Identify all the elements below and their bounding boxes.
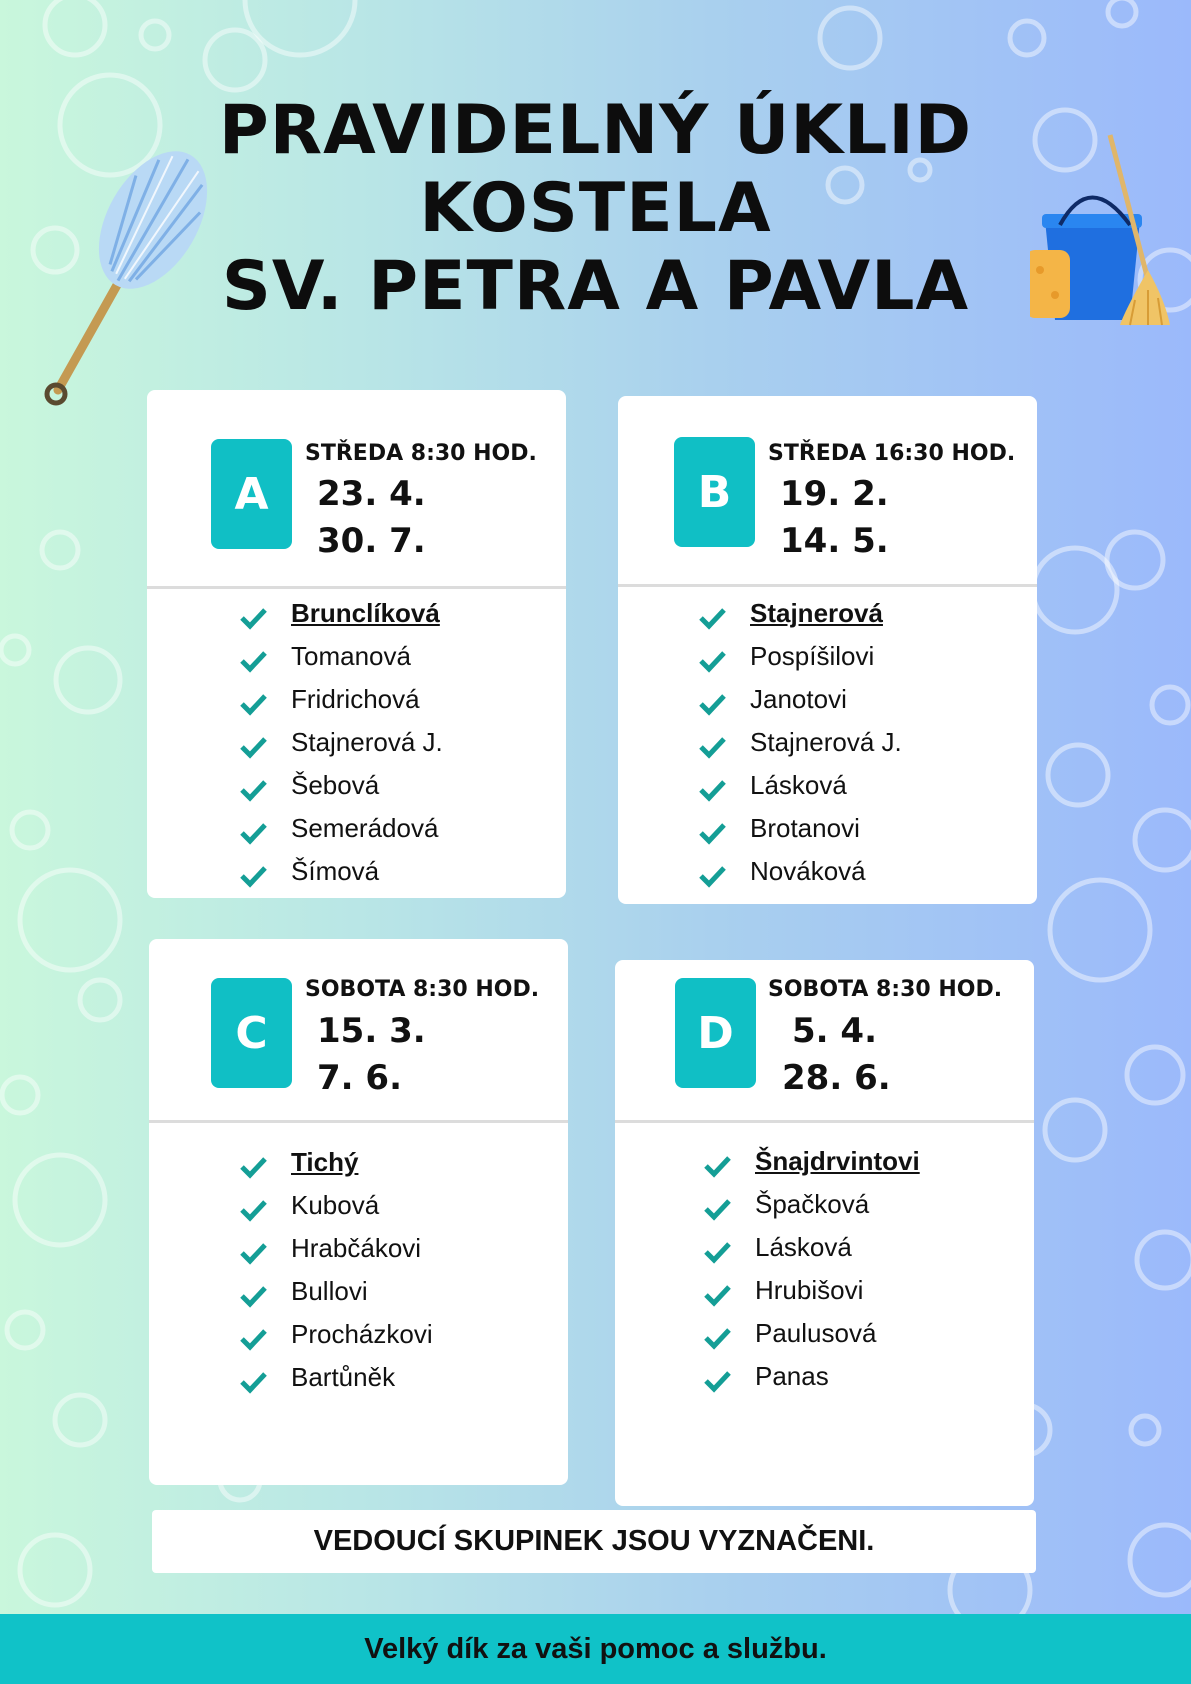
group-letter-badge: D	[675, 978, 756, 1088]
title-line-3: SV. PETRA A PAVLA	[221, 247, 970, 326]
check-icon	[239, 862, 267, 890]
group-card-d: D SOBOTA 8:30 HOD. 5. 4. 28. 6. Šnajdrvintovi Špačková Lásková Hrubišovi Paulusová Panas	[615, 960, 1034, 1506]
check-icon	[698, 819, 726, 847]
group-date-2: 28. 6.	[782, 1058, 891, 1098]
check-icon	[698, 647, 726, 675]
title-line-2: KOSTELA	[419, 169, 772, 248]
group-day-time: STŘEDA 8:30 HOD.	[305, 441, 537, 466]
group-card-b: B STŘEDA 16:30 HOD. 19. 2. 14. 5. Stajnerová Pospíšilovi Janotovi Stajnerová J. Lásková Brotanovi Nováková	[618, 396, 1037, 904]
group-date-2: 7. 6.	[317, 1058, 402, 1098]
check-icon	[239, 1325, 267, 1353]
check-icon	[239, 690, 267, 718]
group-card-a: A STŘEDA 8:30 HOD. 23. 4. 30. 7. Brunclíková Tomanová Fridrichová Stajnerová J. Šebová Semerádová Šímová	[147, 390, 566, 898]
check-icon	[239, 604, 267, 632]
check-icon	[698, 776, 726, 804]
check-icon	[239, 1282, 267, 1310]
check-icon	[239, 776, 267, 804]
check-icon	[698, 733, 726, 761]
title-line-1: PRAVIDELNÝ ÚKLID	[218, 91, 973, 170]
group-date-2: 30. 7.	[317, 521, 426, 561]
group-card-c: C SOBOTA 8:30 HOD. 15. 3. 7. 6. Tichý Kubová Hrabčákovi Bullovi Procházkovi Bartůněk	[149, 939, 568, 1485]
check-icon	[239, 1368, 267, 1396]
feather-duster-icon	[38, 150, 208, 410]
group-date-1: 23. 4.	[317, 474, 426, 514]
check-icon	[698, 862, 726, 890]
check-icon	[239, 1196, 267, 1224]
check-icon	[239, 819, 267, 847]
group-day-time: SOBOTA 8:30 HOD.	[305, 977, 540, 1002]
bucket-mop-sponge-icon	[1030, 130, 1170, 330]
check-icon	[239, 733, 267, 761]
check-icon	[703, 1367, 731, 1395]
leaders-note: VEDOUCÍ SKUPINEK JSOU VYZNAČENI.	[152, 1510, 1036, 1573]
check-icon	[703, 1324, 731, 1352]
check-icon	[698, 604, 726, 632]
footer-thanks: Velký dík za vaši pomoc a službu.	[0, 1614, 1191, 1684]
group-day-time: SOBOTA 8:30 HOD.	[768, 977, 1003, 1002]
check-icon	[703, 1281, 731, 1309]
group-letter-badge: C	[211, 978, 292, 1088]
check-icon	[703, 1152, 731, 1180]
group-date-2: 14. 5.	[780, 521, 889, 561]
group-letter-badge: A	[211, 439, 292, 549]
group-date-1: 15. 3.	[317, 1011, 426, 1051]
check-icon	[698, 690, 726, 718]
check-icon	[703, 1195, 731, 1223]
check-icon	[239, 647, 267, 675]
check-icon	[239, 1153, 267, 1181]
group-date-1: 5. 4.	[792, 1011, 877, 1051]
check-icon	[703, 1238, 731, 1266]
group-letter-badge: B	[674, 437, 755, 547]
group-day-time: STŘEDA 16:30 HOD.	[768, 441, 1016, 466]
group-date-1: 19. 2.	[780, 474, 889, 514]
check-icon	[239, 1239, 267, 1267]
